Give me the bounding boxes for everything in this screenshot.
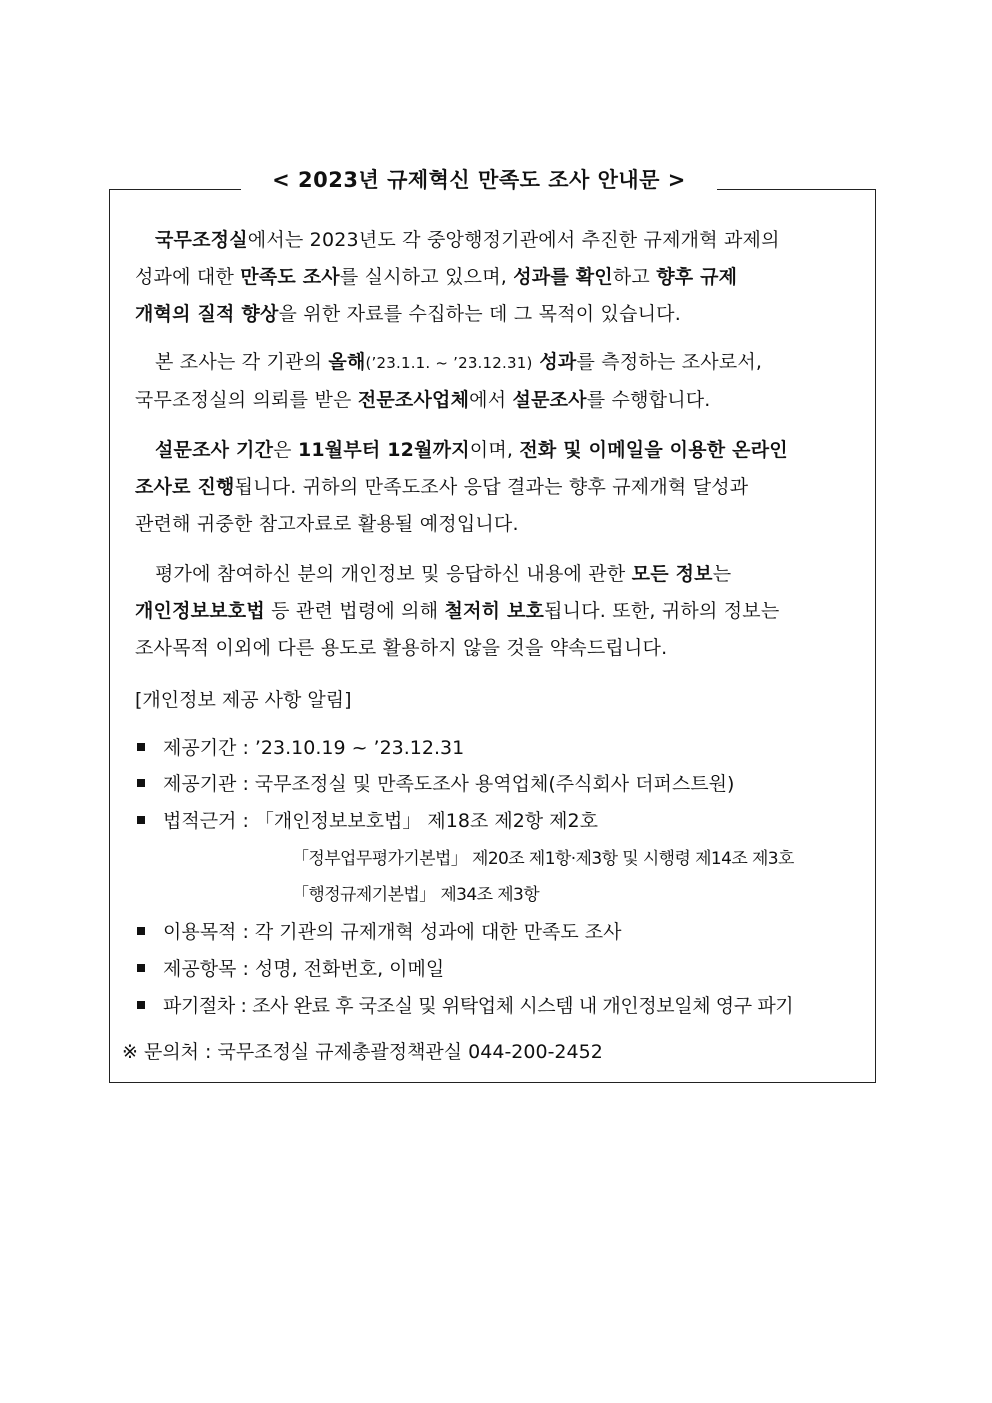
paragraph-purpose: 국무조정실에서는 2023년도 각 중앙행정기관에서 추진한 규제개혁 과제의 성과에 대한 만족도 조사를 실시하고 있으며, 성과를 확인하고 향후 규제 개혁의 질적 향상을 위한 자료를 수집하는 데 그 목적이 있습니다. <box>135 229 780 325</box>
square-bullet-icon <box>137 964 145 972</box>
list-item-purpose: 이용목적 : 각 기관의 규제개혁 성과에 대한 만족도 조사 <box>137 917 622 944</box>
square-bullet-icon <box>137 743 145 751</box>
square-bullet-icon <box>137 779 145 787</box>
paragraph-privacy: 평가에 참여하신 분의 개인정보 및 응답하신 내용에 관한 모든 정보는 개인정보보호법 등 관련 법령에 의해 철저히 보호됩니다. 또한, 귀하의 정보는 조사목적 이외에 다른 용도로 활용하지 않을 것을 약속드립니다. <box>135 563 780 659</box>
legal-basis-sub-2: 「행정규제기본법」 제34조 제3항 <box>292 885 540 905</box>
paragraph-period: 설문조사 기간은 11월부터 12월까지이며, 전화 및 이메일을 이용한 온라인 조사로 진행됩니다. 귀하의 만족도조사 응답 결과는 향후 규제개혁 달성과 관련해 귀중한 참고자료로 활용될 예정입니다. <box>135 439 788 535</box>
list-item-disposal: 파기절차 : 조사 완료 후 국조실 및 위탁업체 시스템 내 개인정보일체 영구 파기 <box>137 991 793 1018</box>
contact-note: ※ 문의처 : 국무조정실 규제총괄정책관실 044-200-2452 <box>122 1041 603 1063</box>
section-title: [개인정보 제공 사항 알림] <box>135 689 352 711</box>
square-bullet-icon <box>137 1001 145 1009</box>
page-title: < 2023년 규제혁신 만족도 조사 안내문 > <box>272 168 686 192</box>
list-item-provider: 제공기관 : 국무조정실 및 만족도조사 용역업체(주식회사 더퍼스트원) <box>137 769 734 796</box>
list-item-fields: 제공항목 : 성명, 전화번호, 이메일 <box>137 954 444 981</box>
list-item-legal-basis: 법적근거 : 「개인정보보호법」 제18조 제2항 제2호 <box>137 806 598 833</box>
legal-basis-sub-1: 「정부업무평가기본법」 제20조 제1항·제3항 및 시행령 제14조 제3호 <box>292 849 794 869</box>
list-item-period: 제공기간 : ’23.10.19 ~ ’23.12.31 <box>137 733 464 760</box>
square-bullet-icon <box>137 816 145 824</box>
square-bullet-icon <box>137 927 145 935</box>
paragraph-scope: 본 조사는 각 기관의 올해(’23.1.1. ~ ’23.12.31) 성과를 측정하는 조사로서, 국무조정실의 의뢰를 받은 전문조사업체에서 설문조사를 수행합니다. <box>135 351 763 411</box>
